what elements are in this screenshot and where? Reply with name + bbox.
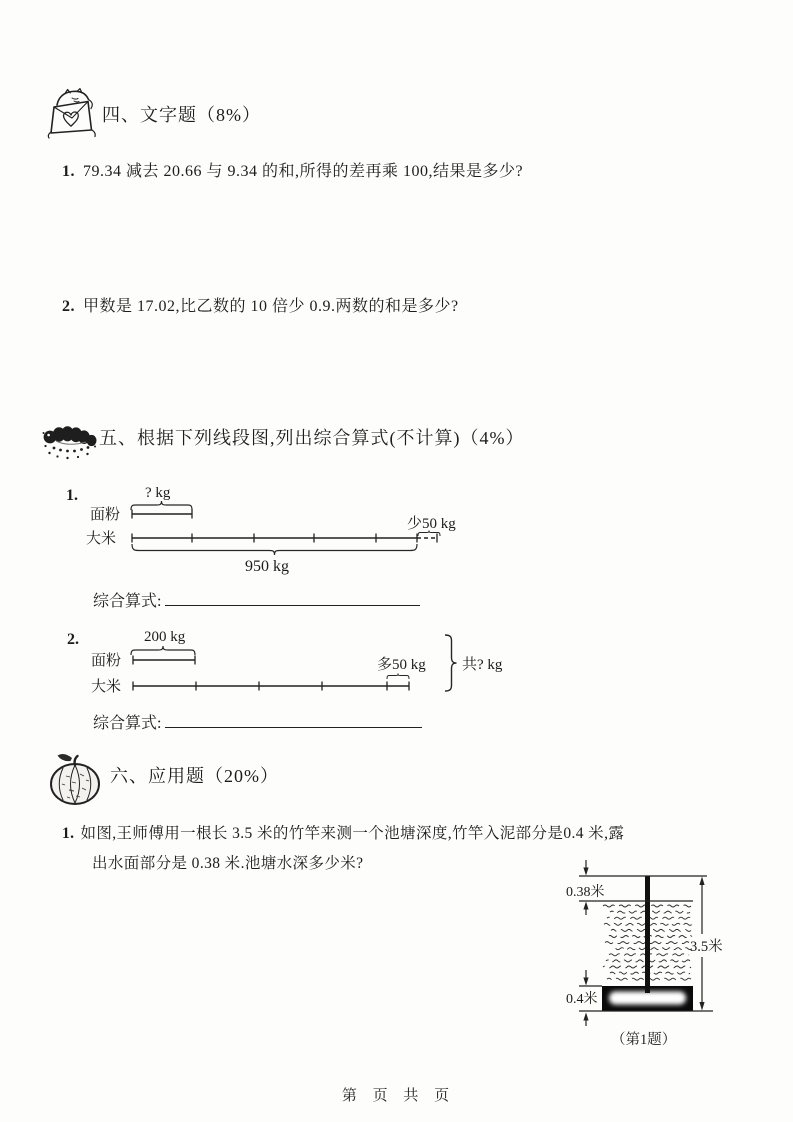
section4-title: 四、文字题（8%）: [102, 105, 261, 125]
diagram2-sum-label: 共? kg: [462, 657, 503, 673]
diagram1-rice-label: 大米: [86, 531, 117, 547]
sleeping-cat-envelope-icon: [44, 86, 100, 140]
section6-problem1-line1: [62, 821, 624, 843]
expression-label: 综合算式:: [93, 715, 162, 732]
problem-number: 2.: [62, 298, 75, 315]
mud-label: 0.4米: [566, 992, 598, 1007]
diagram2-rice-line: [133, 682, 409, 691]
section6-problem1-line2: [92, 851, 363, 873]
problem-number: 1.: [62, 825, 75, 842]
pumpkin-icon: [42, 750, 106, 810]
segment-diagram-1: [60, 478, 480, 576]
diagram2-expression-row: [93, 710, 422, 733]
segment-diagram-2: [60, 622, 520, 704]
diagram1-flour-line: [132, 510, 192, 519]
pole-length-label: 3.5米: [690, 939, 723, 955]
diagram1-expression-row: [93, 588, 420, 611]
diagram1-rice-line: [132, 534, 437, 543]
problem-text: 甲数是 17.02,比乙数的 10 倍少 0.9.两数的和是多少?: [83, 298, 459, 315]
caterpillar-icon: [40, 417, 102, 465]
diagram2-top-brace-label: 200 kg: [144, 629, 186, 645]
page-footer: 第 页 共 页: [341, 1088, 452, 1104]
diagram1-total-label: 950 kg: [245, 558, 289, 575]
diagram1-flour-brace: [131, 501, 192, 510]
figure-caption: （第1题）: [611, 1032, 677, 1048]
diagram2-end-label: 多50 kg: [377, 657, 426, 673]
pond-depth-figure: [545, 856, 793, 1052]
answer-blank: [165, 710, 422, 728]
problem-text: 79.34 减去 20.66 与 9.34 的和,所得的差再乘 100,结果是多少?: [83, 163, 524, 180]
section4-problem-2: [62, 293, 459, 316]
answer-blank: [165, 588, 420, 606]
problem-text-line1: 如图,王师傅用一根长 3.5 米的竹竿来测一个池塘深度,竹竿入泥部分是0.4 米,露: [80, 825, 625, 842]
diagram1-end-label: 少50 kg: [407, 516, 456, 532]
section6-title: 六、应用题（20%）: [110, 766, 279, 786]
diagram2-flour-label: 面粉: [91, 653, 122, 669]
section4-problem-1: [62, 158, 523, 181]
diagram2-sum-brace: [445, 635, 457, 691]
diagram2-number: 2.: [67, 631, 79, 648]
problem-number: 1.: [62, 163, 75, 180]
diagram2-more-brace: [387, 674, 409, 680]
diagram1-number: 1.: [66, 487, 78, 504]
diagram1-top-brace-label: ? kg: [145, 485, 171, 501]
diagram2-flour-line: [133, 656, 195, 665]
expression-label: 综合算式:: [93, 593, 162, 610]
diagram2-flour-brace: [131, 646, 195, 655]
section5-title: 五、根据下列线段图,列出综合算式(不计算)（4%）: [99, 428, 525, 448]
diagram1-flour-label: 面粉: [90, 507, 121, 523]
diagram1-total-brace: [132, 544, 417, 555]
above-water-label: 0.38米: [566, 885, 605, 900]
problem-text-line2: 出水面部分是 0.38 米.池塘水深多少米?: [92, 855, 364, 872]
diagram2-rice-label: 大米: [91, 679, 122, 695]
bamboo-pole: [645, 876, 650, 993]
